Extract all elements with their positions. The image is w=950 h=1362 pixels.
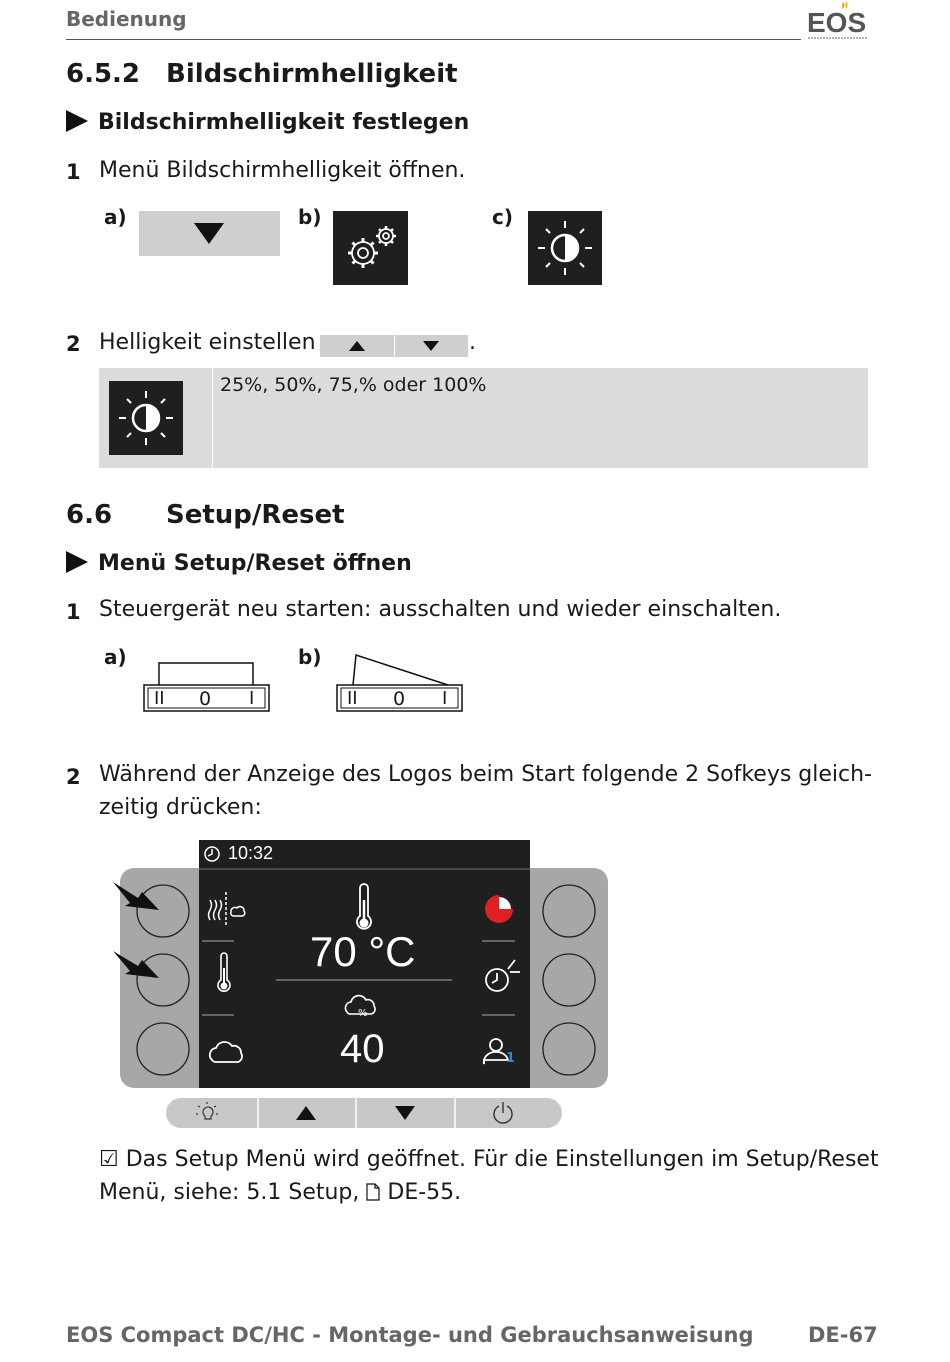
header-divider xyxy=(66,39,801,40)
switch-pos-0: 0 xyxy=(393,688,406,710)
down-softkey-button[interactable] xyxy=(139,211,280,256)
step-text-line1: Während der Anzeige des Logos beim Start folgende 2 Sofkeys gleich- xyxy=(99,762,873,787)
down-softkey-button[interactable] xyxy=(395,335,468,357)
triangle-bullet-icon xyxy=(66,110,88,132)
brightness-icon xyxy=(109,381,183,455)
device-humidity: 40 xyxy=(340,1027,385,1071)
step-number: 1 xyxy=(66,160,81,184)
controller-device xyxy=(110,840,610,1132)
section-number: 6.6 xyxy=(66,500,113,530)
switch-pos-i: I xyxy=(249,688,255,709)
user-index: 1 xyxy=(506,1051,516,1066)
step-number: 2 xyxy=(66,332,81,356)
switch-pos-ii: II xyxy=(154,688,165,709)
instruction-heading: Menü Setup/Reset öffnen xyxy=(66,551,412,576)
sub-label-c: c) xyxy=(492,205,513,229)
switch-pos-0: 0 xyxy=(199,688,212,710)
instruction-heading: Bildschirmhelligkeit festlegen xyxy=(66,110,469,135)
switch-pos-ii: II xyxy=(347,688,358,709)
result-body: Das Setup Menü wird geöffnet. Für die Einstellungen im Setup/Reset Menü, siehe: 5.1 Setup, xyxy=(99,1147,879,1205)
footer-title: EOS Compact DC/HC - Montage- und Gebrauchsanweisung xyxy=(66,1323,754,1347)
device-temperature: 70 °C xyxy=(310,928,416,975)
eos-logo xyxy=(806,0,872,42)
section-title: Setup/Reset xyxy=(166,500,345,530)
device-time: 10:32 xyxy=(228,843,274,863)
sub-label-b: b) xyxy=(298,645,322,669)
step-text: Steuergerät neu starten: ausschalten und wieder einschalten. xyxy=(99,597,782,622)
settings-gear-icon[interactable] xyxy=(333,211,408,285)
info-divider xyxy=(212,368,213,468)
sub-label-a: a) xyxy=(104,645,127,669)
step-number: 2 xyxy=(66,765,81,789)
step-text-line2: zeitig drücken: xyxy=(99,795,262,820)
sub-label-a: a) xyxy=(104,205,127,229)
section-number: 6.5.2 xyxy=(66,59,141,89)
up-softkey-button[interactable] xyxy=(320,335,394,357)
humidity-percent-icon: % xyxy=(358,1008,368,1019)
triangle-bullet-icon xyxy=(66,551,88,573)
section-heading-652 xyxy=(66,59,566,93)
page-reference-link[interactable]: DE-55. xyxy=(387,1180,462,1205)
step-text: Helligkeit einstellen xyxy=(99,330,316,355)
check-icon: ☑ xyxy=(99,1147,119,1172)
step-end-period: . xyxy=(469,330,476,355)
document-icon xyxy=(366,1178,380,1196)
switch-pos-i: I xyxy=(442,688,448,709)
brightness-icon[interactable] xyxy=(528,211,602,285)
page-number: DE-67 xyxy=(808,1323,878,1347)
step-number: 1 xyxy=(66,600,81,624)
svg-text:EOS: EOS xyxy=(807,7,867,38)
result-text xyxy=(99,1143,879,1209)
section-heading-66 xyxy=(66,500,566,534)
brightness-values: 25%, 50%, 75,% oder 100% xyxy=(220,374,487,396)
section-title: Bildschirmhelligkeit xyxy=(166,59,458,89)
sub-label-b: b) xyxy=(298,205,322,229)
header-section: Bedienung xyxy=(66,7,187,31)
step-text: Menü Bildschirmhelligkeit öffnen. xyxy=(99,158,466,183)
